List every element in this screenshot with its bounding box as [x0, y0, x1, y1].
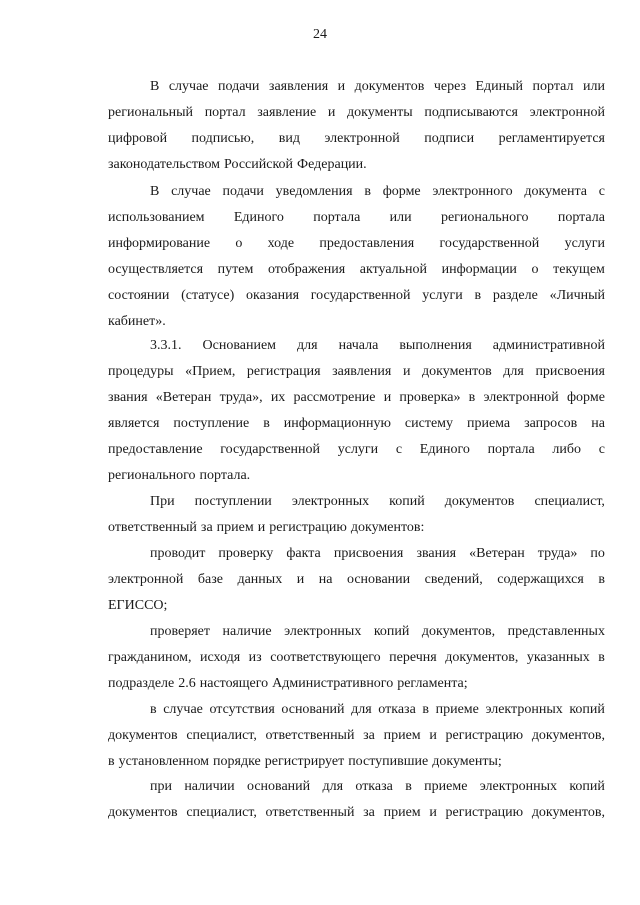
word: прием — [383, 728, 421, 743]
word: государственной — [310, 288, 411, 303]
text-line — [108, 205, 605, 231]
word: факта — [286, 546, 321, 561]
text-line — [108, 541, 605, 567]
word: электронной — [483, 390, 559, 405]
word: электронной — [529, 105, 605, 120]
word: электронной — [324, 131, 400, 146]
word: портала — [487, 442, 535, 457]
word: в — [263, 416, 270, 431]
word: или — [582, 79, 605, 94]
word: отказа — [355, 779, 393, 794]
paragraph — [108, 74, 605, 178]
word: Административного — [272, 676, 394, 691]
word: осуществляется — [108, 262, 204, 277]
word: актуальной — [359, 262, 428, 277]
word: о — [531, 262, 539, 277]
word: ответственный — [108, 520, 197, 535]
text-line — [108, 697, 605, 723]
word: «Ветеран — [469, 546, 525, 561]
word: подписи — [424, 131, 475, 146]
word: регламентируется — [498, 131, 605, 146]
word: заявления — [268, 79, 329, 94]
word: при — [150, 779, 172, 794]
text-line — [108, 723, 605, 749]
page-number: 24 — [313, 27, 327, 42]
word: отображения — [267, 262, 346, 277]
word: документов, — [445, 650, 519, 665]
word: вид — [278, 131, 300, 146]
word: поступившие — [348, 754, 429, 769]
word: отсутствия — [209, 702, 275, 717]
paragraph — [108, 697, 605, 775]
word: 3.3.1. — [150, 338, 182, 353]
text-line — [108, 100, 605, 126]
word: из — [248, 650, 262, 665]
word: документов, — [531, 728, 605, 743]
word: Единого — [233, 210, 284, 225]
word: документов, — [421, 624, 496, 639]
word: подачи — [218, 79, 260, 94]
word: за — [363, 728, 375, 743]
word: регионального — [108, 468, 196, 483]
text-line — [108, 411, 605, 437]
word: путем — [217, 262, 254, 277]
word: случае — [171, 184, 211, 199]
word: сведений, — [424, 572, 483, 587]
word: систему — [404, 416, 454, 431]
text-line — [108, 671, 605, 697]
word: на — [591, 416, 605, 431]
word: наличии — [184, 779, 235, 794]
word: услуги — [564, 236, 605, 251]
word: отказа — [378, 702, 416, 717]
word: государственной — [439, 236, 540, 251]
word: исходя — [200, 650, 241, 665]
text-line — [108, 619, 605, 645]
text-line — [108, 152, 605, 178]
word: и — [383, 390, 392, 405]
word: присвоения — [535, 364, 605, 379]
paragraph — [108, 179, 605, 335]
word: портала — [557, 210, 605, 225]
word: государственной — [220, 442, 321, 457]
word: через — [433, 79, 466, 94]
word: «Прием, — [185, 364, 236, 379]
word: ЕГИССО; — [108, 598, 168, 613]
word: 2.6 — [178, 676, 196, 691]
word: для — [297, 338, 318, 353]
word: ответственный — [265, 805, 355, 820]
word: копий — [373, 624, 410, 639]
word: содержащихся — [497, 572, 584, 587]
word: за — [200, 520, 213, 535]
word: Единого — [419, 442, 470, 457]
word: прием — [216, 520, 254, 535]
word: является — [108, 416, 160, 431]
text-line — [108, 645, 605, 671]
word: порядке — [213, 754, 261, 769]
word: выполнения — [399, 338, 472, 353]
text-line — [108, 774, 605, 800]
word: документов — [354, 79, 425, 94]
word: в — [150, 702, 157, 717]
word: уведомления — [275, 184, 353, 199]
word: проверку — [218, 546, 274, 561]
word: регистрация — [246, 364, 321, 379]
word: с — [395, 442, 403, 457]
word: регламента; — [397, 676, 468, 691]
word: приеме — [435, 702, 479, 717]
word: либо — [552, 442, 582, 457]
word: настоящего — [199, 676, 269, 691]
word: оснований — [246, 779, 311, 794]
word: регистрацию — [445, 728, 524, 743]
word: состоянии — [108, 288, 170, 303]
word: труда», — [219, 390, 263, 405]
word: поступление — [173, 416, 250, 431]
word: законодательством — [108, 157, 221, 172]
word: в — [598, 650, 605, 665]
word: (статусе) — [181, 288, 235, 303]
word: документов — [108, 805, 178, 820]
text-line — [108, 385, 605, 411]
word: документов — [444, 494, 515, 509]
text-line — [108, 437, 605, 463]
word: для — [503, 364, 524, 379]
word: процедуры — [108, 364, 174, 379]
paragraph — [108, 333, 605, 489]
word: Российской — [224, 157, 294, 172]
text-line — [108, 179, 605, 205]
word: установленном — [118, 754, 210, 769]
paragraph — [108, 541, 605, 619]
word: в — [422, 702, 429, 717]
word: заявления — [332, 364, 392, 379]
word: специалист, — [186, 728, 257, 743]
word: цифровой — [108, 131, 168, 146]
word: по — [590, 546, 605, 561]
word: подразделе — [108, 676, 175, 691]
text-line — [108, 749, 605, 775]
text-line — [108, 309, 605, 335]
word: электронных — [479, 779, 558, 794]
word: электронного — [432, 184, 513, 199]
word: и — [429, 805, 437, 820]
text-line — [108, 231, 605, 257]
word: услуги — [337, 442, 379, 457]
word: В — [150, 79, 160, 94]
word: подписываются — [424, 105, 519, 120]
text-line — [108, 74, 605, 100]
text-line — [108, 333, 605, 359]
word: специалист, — [534, 494, 605, 509]
word: Основанием — [202, 338, 277, 353]
text-line — [108, 489, 605, 515]
word: и — [296, 572, 305, 587]
word: административной — [492, 338, 605, 353]
word: портал — [532, 79, 574, 94]
word: присвоения — [333, 546, 404, 561]
word: «Личный — [549, 288, 605, 303]
word: и — [337, 79, 346, 94]
word: и — [402, 364, 411, 379]
word: документы; — [432, 754, 502, 769]
word: перечня — [389, 650, 437, 665]
word: в — [364, 184, 371, 199]
word: копий — [569, 779, 605, 794]
word: подписью, — [191, 131, 255, 146]
word: звания — [416, 546, 457, 561]
word: проверяет — [150, 624, 211, 639]
word: кабинет». — [108, 314, 166, 329]
word: портала. — [199, 468, 251, 483]
word: регистрирует — [264, 754, 345, 769]
text-line — [108, 359, 605, 385]
text-line — [108, 567, 605, 593]
word: случае — [163, 702, 203, 717]
word: документов, — [531, 805, 605, 820]
word: их — [270, 390, 286, 405]
word: в — [108, 754, 115, 769]
word: в — [468, 390, 476, 405]
word: и — [429, 728, 437, 743]
word: текущем — [553, 262, 605, 277]
word: ходе — [267, 236, 295, 251]
word: в — [474, 288, 482, 303]
word: проверка» — [399, 390, 461, 405]
word: начала — [338, 338, 379, 353]
word: представленных — [507, 624, 605, 639]
paragraph — [108, 619, 605, 697]
word: разделе — [492, 288, 538, 303]
word: региональный — [108, 105, 194, 120]
text-line — [108, 593, 605, 619]
word: предоставление — [108, 442, 203, 457]
word: электронных — [485, 702, 563, 717]
word: звания — [108, 390, 148, 405]
word: заявление — [257, 105, 317, 120]
word: форме — [566, 390, 605, 405]
word: документов — [108, 728, 178, 743]
word: наличие — [222, 624, 272, 639]
word: для — [322, 779, 344, 794]
word: регионального — [440, 210, 529, 225]
word: основании — [346, 572, 411, 587]
word: Единый — [475, 79, 524, 94]
word: рассмотрение — [293, 390, 376, 405]
word: о — [235, 236, 243, 251]
word: прием — [383, 805, 421, 820]
word: использованием — [108, 210, 205, 225]
word: оказания — [246, 288, 300, 303]
word: базе — [197, 572, 223, 587]
paragraph — [108, 489, 605, 541]
word: При — [150, 494, 175, 509]
word: с — [598, 442, 605, 457]
word: случае — [168, 79, 209, 94]
word: для — [351, 702, 372, 717]
word: оснований — [281, 702, 345, 717]
word: электронной — [108, 572, 184, 587]
word: труда» — [537, 546, 578, 561]
word: копий — [569, 702, 605, 717]
word: документов: — [350, 520, 425, 535]
word: электронных — [284, 624, 362, 639]
text-line — [108, 800, 605, 826]
word: информационную — [283, 416, 391, 431]
word: данных — [237, 572, 283, 587]
word: указанных — [526, 650, 590, 665]
word: портал — [204, 105, 246, 120]
word: документы — [347, 105, 413, 120]
word: за — [363, 805, 375, 820]
word: или — [389, 210, 412, 225]
word: документа — [524, 184, 588, 199]
word: электронных — [291, 494, 370, 509]
word: регистрацию — [445, 805, 524, 820]
word: поступлении — [194, 494, 272, 509]
text-line — [108, 463, 605, 489]
word: копий — [389, 494, 425, 509]
word: информирование — [108, 236, 211, 251]
word: документов — [422, 364, 492, 379]
word: приеме — [424, 779, 468, 794]
word: Федерации. — [297, 157, 367, 172]
text-line — [108, 126, 605, 152]
text-line — [108, 283, 605, 309]
word: с — [598, 184, 605, 199]
word: специалист, — [186, 805, 257, 820]
word: запросов — [524, 416, 578, 431]
text-line — [108, 515, 605, 541]
word: услуги — [422, 288, 463, 303]
word: приема — [466, 416, 511, 431]
paragraph — [108, 774, 605, 826]
word: проводит — [150, 546, 206, 561]
word: регистрацию — [269, 520, 347, 535]
word: «Ветеран — [155, 390, 212, 405]
word: предоставления — [319, 236, 415, 251]
word: на — [318, 572, 333, 587]
word: В — [150, 184, 160, 199]
word: соответствующего — [270, 650, 381, 665]
word: в — [405, 779, 412, 794]
word: в — [598, 572, 605, 587]
word: гражданином, — [108, 650, 192, 665]
word: портала — [313, 210, 361, 225]
word: ответственный — [265, 728, 355, 743]
word: форме — [382, 184, 421, 199]
word: и — [327, 105, 336, 120]
word: информации — [441, 262, 517, 277]
word: и — [257, 520, 266, 535]
word: подачи — [222, 184, 264, 199]
text-line — [108, 257, 605, 283]
